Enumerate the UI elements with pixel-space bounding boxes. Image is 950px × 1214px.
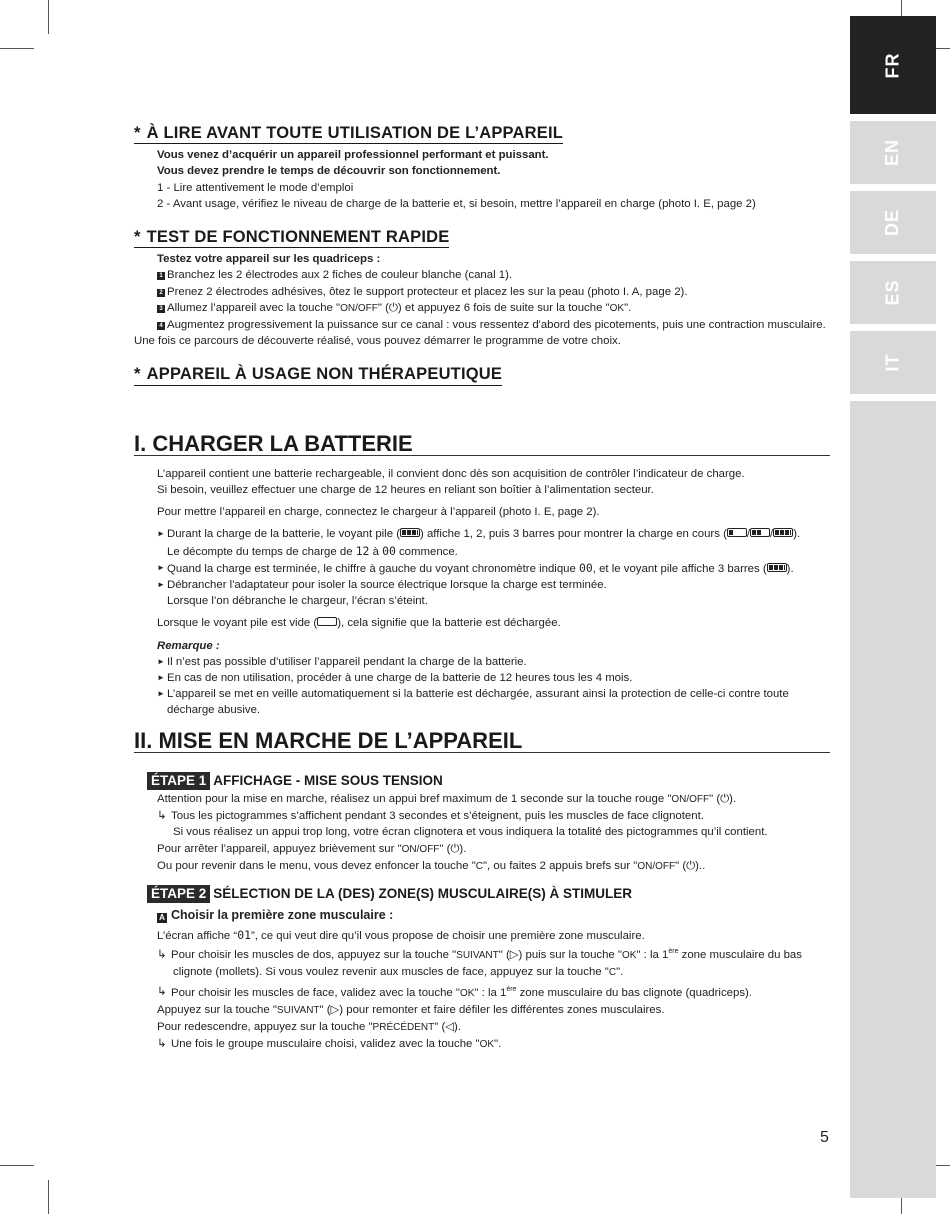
etape2-line: ↳ Pour choisir les muscles de dos, appuyez sur la touche "SUIVANT" (▷) puis sur la touche "OK" : la 1ère zone musculaire du bas xyxy=(157,944,830,964)
crop-mark xyxy=(0,48,34,49)
battery-full-icon xyxy=(767,563,787,572)
battery-full-icon xyxy=(400,528,420,537)
etape2-line: L’écran affiche “01”, ce qui veut dire qu’il vous propose de choisir une première zone musculaire. xyxy=(157,928,645,943)
etape2-line: clignote (mollets). Si vous voulez revenir aux muscles de face, appuyez sur la touche "C". xyxy=(173,966,624,979)
section2-heading: II. MISE EN MARCHE DE L’APPAREIL xyxy=(134,733,830,753)
page-number: 5 xyxy=(820,1129,829,1146)
battery-empty-icon xyxy=(317,617,337,626)
nontherapeutic-heading: * APPAREIL À USAGE NON THÉRAPEUTIQUE xyxy=(134,366,502,385)
return-arrow-icon: ↳ xyxy=(157,810,167,823)
side-band xyxy=(850,401,936,1198)
main-content xyxy=(134,125,830,1053)
tab-lang-en[interactable]: EN xyxy=(850,121,936,184)
list-item: ► Il n’est pas possible d’utiliser l’appareil pendant la charge de la batterie. xyxy=(157,655,527,668)
section1-p1a: L’appareil contient une batterie rechargeable, il convient donc dès son acquisition de contrôler l’indicateur de charge. xyxy=(157,467,745,480)
test-step: 1 Branchez les 2 électrodes aux 2 fiches de couleur blanche (canal 1). xyxy=(157,267,830,283)
intro-bold-2: Vous devez prendre le temps de découvrir son fonctionnement. xyxy=(157,165,501,178)
tab-lang-de[interactable]: DE xyxy=(850,191,936,254)
etape2-title: SÉLECTION DE LA (DES) ZONE(S) MUSCULAIRE(S) À STIMULER xyxy=(213,885,633,901)
crop-mark xyxy=(48,1180,49,1214)
etape1-header xyxy=(147,772,830,790)
list-item: ► Durant la charge de la batterie, le voyant pile ( ) affiche 1, 2, puis 3 barres pour montrer la charge en cours ( / / ). Le décompte du temps de charge de 12 à 00 commence. xyxy=(157,528,801,558)
battery-two-bars-icon xyxy=(750,528,770,537)
tab-lang-fr[interactable]: FR xyxy=(850,16,936,114)
list-item: ► L’appareil se met en veille automatiquement si la batterie est déchargée, assurant ainsi la protection de celle-ci contre toute décharge abusive. xyxy=(157,688,789,717)
return-arrow-icon: ↳ xyxy=(157,949,167,962)
battery-one-bar-icon xyxy=(727,528,747,537)
etape1-title: AFFICHAGE - MISE SOUS TENSION xyxy=(213,772,443,788)
etape1-line: ↳ Tous les pictogrammes s’affichent pendant 3 secondes et s’éteignent, puis les muscles de face clignotent. xyxy=(157,808,830,824)
etape2-line: ↳ Une fois le groupe musculaire choisi, validez avec la touche "OK". xyxy=(157,1036,830,1053)
intro-item-2: 2 - Avant usage, vérifiez le niveau de charge de la batterie et, si besoin, mettre l’appareil en charge (photo I. E, page 2) xyxy=(157,197,756,210)
section1-p2: Pour mettre l’appareil en charge, connectez le chargeur à l’appareil (photo I. E, page 2). xyxy=(157,506,600,519)
etape1-line: Ou pour revenir dans le menu, vous devez enfoncer la touche "C", ou faites 2 appuis brefs sur "ON/OFF" (⏻).. xyxy=(157,859,706,872)
section1-p1b: Si besoin, veuillez effectuer une charge de 12 heures en reliant son boîtier à l’alimentation secteur. xyxy=(157,484,654,497)
etape1-line: Attention pour la mise en marche, réalisez un appui bref maximum de 1 seconde sur la touche rouge "ON/OFF" (⏻). xyxy=(157,792,737,805)
return-arrow-icon: ↳ xyxy=(157,986,167,999)
test-subtitle: Testez votre appareil sur les quadriceps : xyxy=(157,253,381,266)
etape1-line: Si vous réalisez un appui trop long, votre écran clignotera et vous indiquera la totalité des pictogrammes qu’il contient. xyxy=(173,826,768,839)
list-item: ► En cas de non utilisation, procéder à une charge de la batterie de 12 heures tous les 4 mois. xyxy=(157,672,633,685)
etape1-line: Pour arrêter l’appareil, appuyez brièvement sur "ON/OFF" (⏻). xyxy=(157,842,467,855)
battery-full-icon xyxy=(773,528,793,537)
list-item: ► Quand la charge est terminée, le chiffre à gauche du voyant chronomètre indique 00, et le voyant pile affiche 3 barres ( ). xyxy=(157,560,794,575)
tab-lang-es[interactable]: ES xyxy=(850,261,936,324)
list-item: ► Débrancher l'adaptateur pour isoler la source électrique lorsque la charge est terminée. Lorsque l’on débranche le chargeur, l’écran s’éteint. xyxy=(157,579,607,608)
section1-p3: Lorsque le voyant pile est vide ( ), cela signifie que la batterie est déchargée. xyxy=(157,617,561,630)
tab-lang-it[interactable]: IT xyxy=(850,331,936,394)
etape2-line: ↳ Pour choisir les muscles de face, validez avec la touche "OK" : la 1ère zone musculaire du bas clignote (quadriceps). xyxy=(157,982,830,1002)
section1-heading: I. CHARGER LA BATTERIE xyxy=(134,436,830,456)
test-step: 3 Allumez l’appareil avec la touche "ON/OFF" (⏻) et appuyez 6 fois de suite sur la touche "OK". xyxy=(157,300,830,317)
intro-heading: * À LIRE AVANT TOUTE UTILISATION DE L’APPAREIL xyxy=(134,125,563,144)
etape1-tag: ÉTAPE 1 xyxy=(147,772,210,790)
remark-title: Remarque : xyxy=(157,639,220,652)
etape2-tag: ÉTAPE 2 xyxy=(147,885,210,903)
test-heading: * TEST DE FONCTIONNEMENT RAPIDE xyxy=(134,229,449,248)
test-step: 4 Augmentez progressivement la puissance sur ce canal : vous ressentez d'abord des picotements, puis une contraction musculaire. xyxy=(157,317,830,333)
etape2-header xyxy=(147,885,830,903)
etape2-line: Pour redescendre, appuyez sur la touche "PRÉCÉDENT" (◁). xyxy=(157,1020,461,1033)
crop-mark xyxy=(48,0,49,34)
crop-mark xyxy=(0,1165,34,1166)
test-end: Une fois ce parcours de découverte réalisé, vous pouvez démarrer le programme de votre choix. xyxy=(134,335,621,348)
etape2-subheading: A Choisir la première zone musculaire : xyxy=(157,907,830,924)
intro-item-1: 1 - Lire attentivement le mode d’emploi xyxy=(157,181,354,194)
return-arrow-icon: ↳ xyxy=(157,1037,167,1050)
intro-bold-1: Vous venez d’acquérir un appareil professionnel performant et puissant. xyxy=(157,149,549,162)
etape2-line: Appuyez sur la touche "SUIVANT" (▷) pour remonter et faire défiler les différentes zones musculaires. xyxy=(157,1003,665,1016)
test-step: 2 Prenez 2 électrodes adhésives, ôtez le support protecteur et placez les sur la peau (photo I. A, page 2). xyxy=(157,284,830,300)
